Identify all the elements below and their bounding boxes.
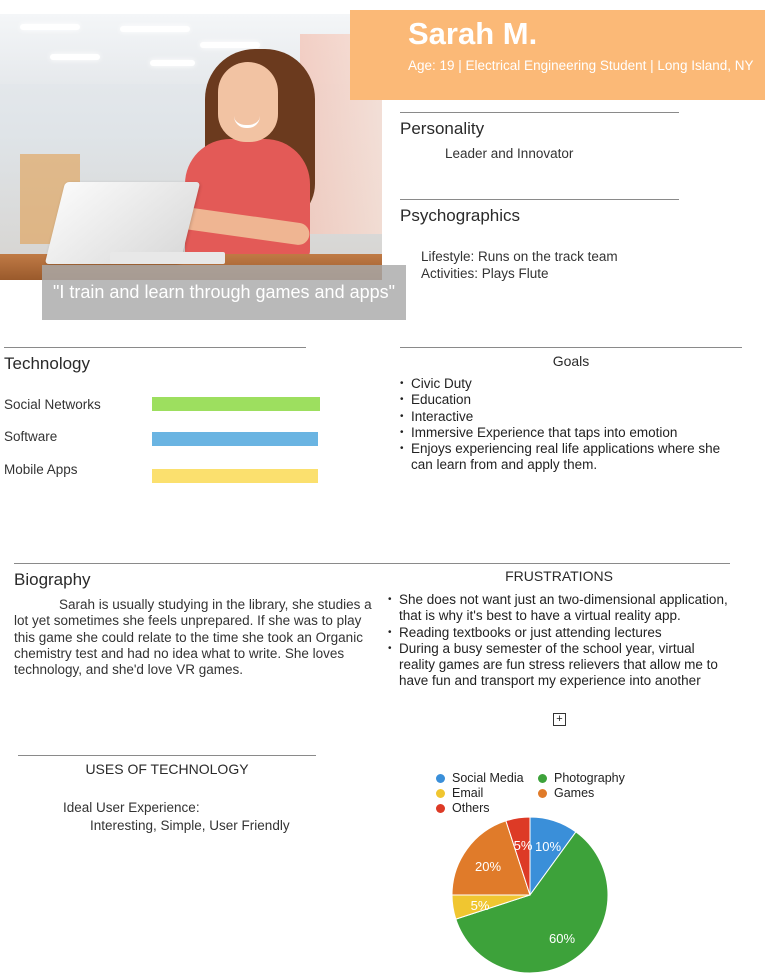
- divider: [4, 347, 306, 348]
- goal-item: • Education: [400, 392, 735, 408]
- psychographics-activities: Activities: Plays Flute: [421, 266, 549, 281]
- goal-item: • Immersive Experience that taps into emotion: [400, 425, 735, 441]
- pie-label-social-media: 10%: [534, 839, 562, 854]
- frustrations-list: [388, 592, 733, 690]
- legend-dot: [436, 774, 445, 783]
- legend-dot: [538, 789, 547, 798]
- divider: [400, 112, 679, 113]
- divider: [400, 199, 679, 200]
- tech-label-mobile-apps: Mobile Apps: [4, 462, 78, 477]
- expand-plus-icon[interactable]: +: [553, 713, 566, 726]
- divider: [400, 347, 742, 348]
- uses-value: Interesting, Simple, User Friendly: [90, 818, 290, 833]
- goal-item: • Interactive: [400, 409, 735, 425]
- biography-text: Sarah is usually studying in the library, she studies a lot yet sometimes she feels unprepared. If she was to play this game she could relate to the time she took an Organic chemistry test and had no idea what to write. She loves technology, and she'd love VR games.: [14, 597, 372, 678]
- pie-label-email: 5%: [470, 898, 490, 913]
- tech-bar-software: [152, 432, 318, 446]
- divider: [14, 563, 730, 564]
- legend-games: Games: [538, 786, 594, 800]
- legend-email: Email: [436, 786, 483, 800]
- technology-title: Technology: [4, 354, 91, 373]
- tech-bar-social-networks: [152, 397, 320, 411]
- personality-value: Leader and Innovator: [445, 146, 574, 161]
- frustrations-title: FRUSTRATIONS: [505, 568, 613, 584]
- legend-photography: Photography: [538, 771, 625, 785]
- photo-face: [218, 62, 278, 142]
- tech-label-social-networks: Social Networks: [4, 397, 101, 412]
- frustration-item: • During a busy semester of the school year, virtual reality games are fun stress relievers that allow me to have fun and transport my experience into another: [388, 641, 733, 690]
- persona-quote: "I train and learn through games and apps": [53, 282, 395, 302]
- divider: [18, 755, 316, 756]
- frustration-item: • She does not want just an two-dimensional application, that is why it's best to have a virtual reality app.: [388, 592, 733, 625]
- goal-item: • Enjoys experiencing real life applications where she can learn from and apply them.: [400, 441, 735, 474]
- uses-label: Ideal User Experience:: [63, 800, 200, 815]
- pie-label-others: 5%: [513, 838, 533, 853]
- usage-pie-chart: [440, 810, 620, 980]
- legend-dot: [436, 789, 445, 798]
- psychographics-lifestyle: Lifestyle: Runs on the track team: [421, 249, 618, 264]
- persona-subtitle: Age: 19 | Electrical Engineering Student | Long Island, NY: [408, 58, 754, 73]
- personality-title: Personality: [400, 119, 485, 138]
- legend-dot: [538, 774, 547, 783]
- persona-photo: [0, 14, 382, 280]
- goals-list: [400, 376, 735, 474]
- tech-label-software: Software: [4, 429, 58, 444]
- pie-label-photography: 60%: [548, 931, 576, 946]
- legend-social-media: Social Media: [436, 771, 524, 785]
- goals-title: Goals: [552, 353, 590, 369]
- legend-others: Others: [436, 801, 490, 815]
- goal-item: • Civic Duty: [400, 376, 735, 392]
- photo-laptop-base: [110, 252, 225, 264]
- uses-title: USES OF TECHNOLOGY: [85, 761, 249, 777]
- persona-name: Sarah M.: [408, 16, 538, 51]
- biography-title: Biography: [14, 570, 91, 589]
- tech-bar-mobile-apps: [152, 469, 318, 483]
- pie-label-games: 20%: [474, 859, 502, 874]
- psychographics-title: Psychographics: [400, 206, 521, 225]
- frustration-item: • Reading textbooks or just attending lectures: [388, 625, 733, 641]
